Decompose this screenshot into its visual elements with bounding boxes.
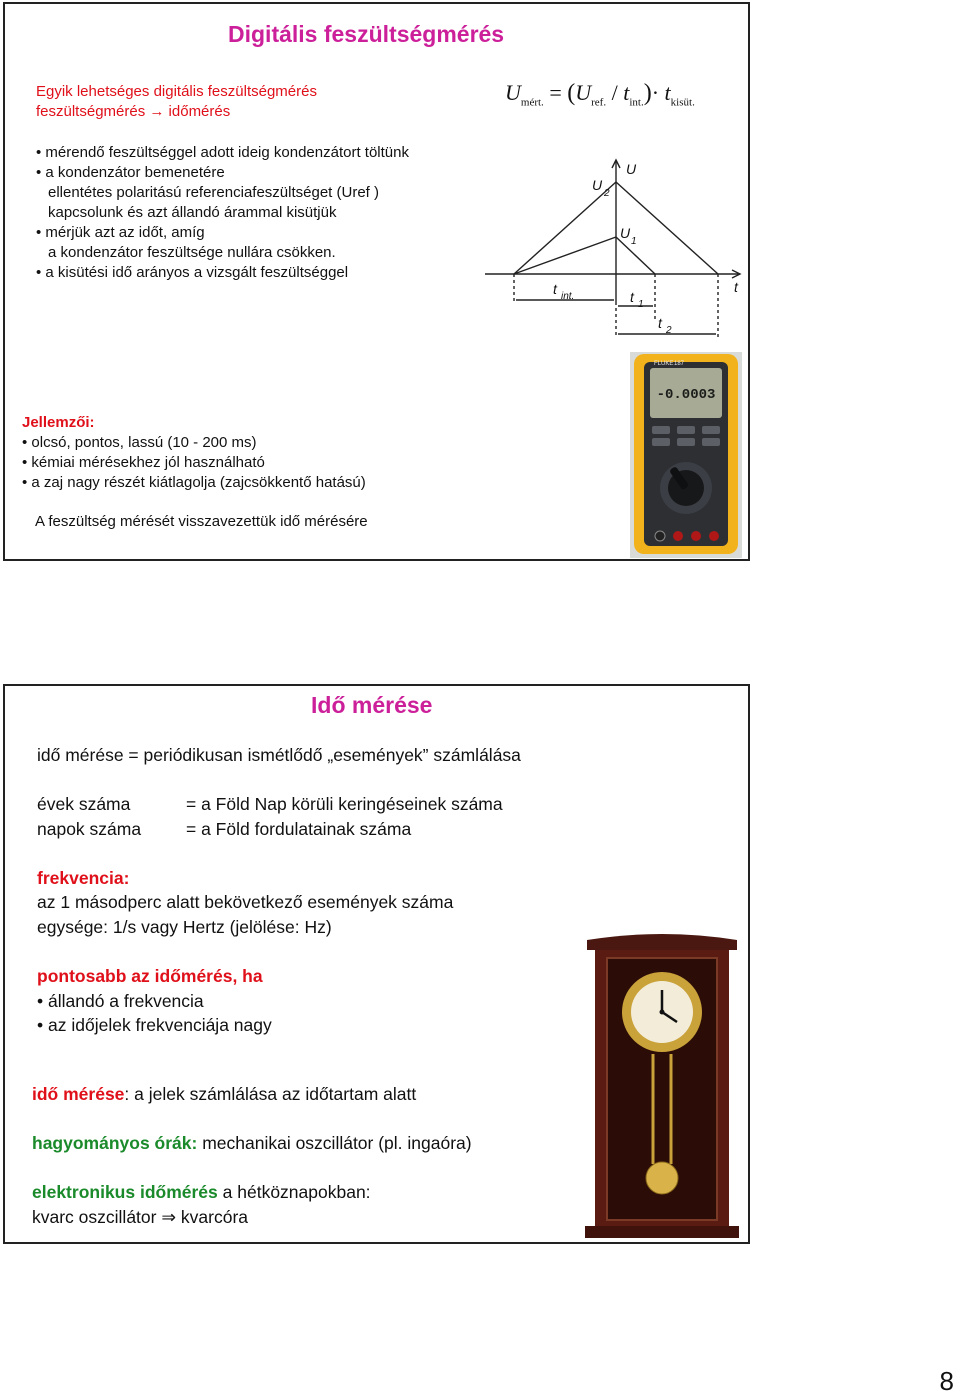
- precise-heading: pontosabb az időmérés, ha: [37, 966, 263, 986]
- label-t1: t: [630, 289, 634, 305]
- frequency-heading: frekvencia:: [37, 868, 130, 888]
- feature-item: • a zaj nagy részét kiátlagolja (zajcsökkentő hatású): [22, 473, 366, 493]
- clock-crown: [587, 934, 737, 950]
- clock-base: [585, 1226, 739, 1238]
- slide2-title: Idő mérése: [311, 692, 433, 718]
- row-label-years: évek száma: [37, 794, 131, 814]
- electronic-label: elektronikus időmérés: [32, 1182, 218, 1202]
- explanation-line: • mérendő feszültséggel adott ideig kondenzátort töltünk: [36, 143, 409, 163]
- svg-text:int.: int.: [561, 291, 575, 302]
- row-value-years: = a Föld Nap körüli keringéseinek száma: [186, 794, 503, 814]
- pendulum-bob: [646, 1162, 678, 1194]
- quartz-line: kvarc oszcillátor ⇒ kvarcóra: [32, 1207, 249, 1227]
- frequency-line-1: az 1 másodperc alatt bekövetkező események száma: [37, 892, 454, 912]
- explanation-line: • a kisütési idő arányos a vizsgált feszültséggel: [36, 263, 348, 283]
- traditional-clocks-line: hagyományos órák: mechanikai oszcillátor (pl. ingaóra): [32, 1133, 472, 1153]
- svg-text:2: 2: [604, 188, 610, 199]
- multimeter-photo: [630, 352, 742, 558]
- label-t: t: [734, 279, 738, 295]
- svg-text:1: 1: [631, 236, 637, 247]
- slide-digital-voltage: [3, 2, 750, 561]
- svg-text:1: 1: [638, 299, 644, 310]
- time-measurement-line: idő mérése: a jelek számlálása az időtartam alatt: [32, 1084, 417, 1104]
- integration-diagram: [480, 152, 750, 342]
- features-heading: Jellemzői:: [22, 414, 95, 431]
- time-measurement-label: idő mérése: [32, 1084, 125, 1104]
- implies-arrow-icon: ⇒: [161, 1207, 177, 1227]
- traditional-clocks-label: hagyományos órák:: [32, 1133, 198, 1153]
- intro-line-2: feszültségmérés → időmérés: [36, 103, 231, 120]
- explanation-line: kapcsolunk és azt állandó árammal kisütjük: [48, 204, 337, 221]
- discharge-line-u2: [616, 182, 718, 274]
- conclusion-text: A feszültség mérését visszavezettük idő mérésére: [35, 513, 368, 530]
- svg-text:187: 187: [674, 361, 685, 367]
- frequency-line-2: egysége: 1/s vagy Hertz (jelölése: Hz): [37, 917, 332, 937]
- label-t2: t: [658, 315, 662, 331]
- svg-text:FLUKE: FLUKE: [654, 361, 674, 367]
- label-u1: U: [620, 225, 631, 241]
- formula: $U_{mért.} = (U_{ref.} / t_{int.})\cdot t_{kisüt.}$: [505, 80, 695, 109]
- slide-title: Digitális feszültségmérés: [228, 21, 505, 47]
- explanation-line: • a kondenzátor bemenetére: [36, 163, 225, 183]
- charge-line-u2: [514, 182, 616, 274]
- label-u: U: [626, 161, 637, 177]
- explanation-line: a kondenzátor feszültsége nullára csökken.: [48, 244, 336, 261]
- svg-text:2: 2: [666, 325, 672, 336]
- charge-line-u1: [514, 237, 616, 274]
- label-t-int: t: [553, 281, 557, 297]
- electronic-line: elektronikus időmérés a hétköznapokban:: [32, 1182, 371, 1202]
- page-number: 8: [939, 1366, 954, 1396]
- feature-item: • kémiai mérésekhez jól használható: [22, 453, 265, 473]
- feature-item: • olcsó, pontos, lassú (10 - 200 ms): [22, 433, 257, 453]
- row-value-days: = a Föld fordulatainak száma: [186, 819, 412, 839]
- display-reading: -0.0003: [656, 387, 716, 403]
- slide-time-measurement: [3, 684, 750, 1244]
- precise-bullet-2: • az időjelek frekvenciája nagy: [37, 1013, 272, 1038]
- explanation-line: ellentétes polaritású referenciafeszültséget (Uref ): [48, 184, 379, 201]
- intro-line-1: Egyik lehetséges digitális feszültségmérés: [36, 83, 317, 100]
- pendulum-clock-photo: [581, 930, 743, 1242]
- definition-text: idő mérése = periódikusan ismétlődő „események” számlálása: [37, 745, 521, 765]
- precise-bullet-1: • állandó a frekvencia: [37, 989, 204, 1014]
- explanation-line: • mérjük azt az időt, amíg: [36, 223, 205, 243]
- row-label-days: napok száma: [37, 819, 142, 839]
- label-u2: U: [592, 177, 603, 193]
